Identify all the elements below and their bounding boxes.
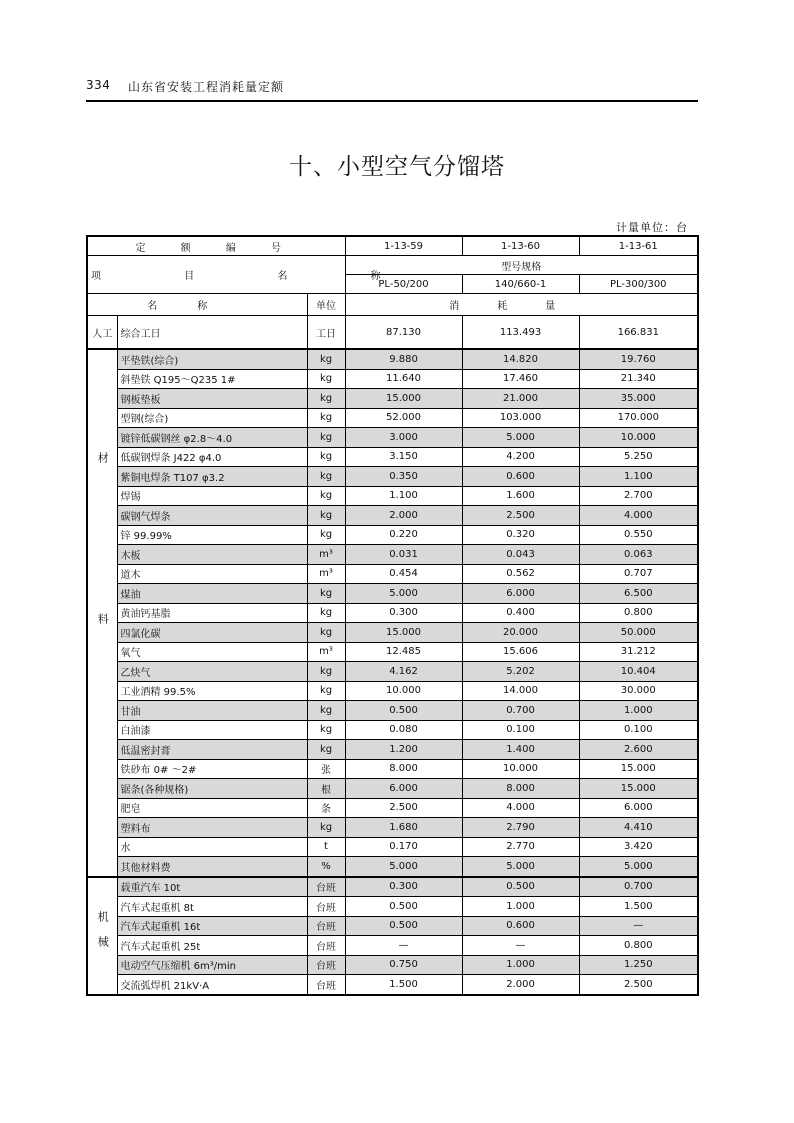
item-value: 0.500 (345, 916, 462, 936)
page-header (86, 72, 698, 102)
code-cell: 1-13-60 (462, 236, 579, 256)
item-unit: kg (307, 447, 345, 467)
item-value: 5.000 (345, 857, 462, 877)
item-value: 17.460 (462, 369, 579, 389)
item-name: 水 (117, 837, 307, 857)
item-value: 0.750 (345, 955, 462, 975)
item-unit: 台班 (307, 975, 345, 995)
item-name: 钢板垫板 (117, 389, 307, 409)
col-consumption-header: 消耗量 (345, 294, 698, 316)
item-value: 1.100 (579, 467, 698, 487)
item-unit: kg (307, 818, 345, 838)
item-value: 2.500 (579, 975, 698, 995)
item-value: 2.000 (345, 506, 462, 526)
item-unit: 台班 (307, 897, 345, 917)
item-name: 道木 (117, 564, 307, 584)
item-unit: % (307, 857, 345, 877)
item-value: 0.170 (345, 837, 462, 857)
item-value: 19.760 (579, 349, 698, 369)
item-value: 21.000 (462, 389, 579, 409)
item-name: 塑料布 (117, 818, 307, 838)
item-unit: m³ (307, 642, 345, 662)
item-name: 四氯化碳 (117, 623, 307, 643)
item-unit: 根 (307, 779, 345, 799)
item-value: 2.600 (579, 740, 698, 760)
item-name: 木板 (117, 545, 307, 565)
item-name: 黄油钙基脂 (117, 603, 307, 623)
item-value: 0.500 (345, 701, 462, 721)
item-value: 2.700 (579, 486, 698, 506)
item-value: 2.770 (462, 837, 579, 857)
labor-value: 87.130 (345, 316, 462, 350)
material-row (87, 486, 698, 506)
material-row (87, 740, 698, 760)
item-value: 0.600 (462, 916, 579, 936)
item-unit: kg (307, 603, 345, 623)
material-row (87, 798, 698, 818)
material-row (87, 857, 698, 877)
item-value: 5.250 (579, 447, 698, 467)
item-name: 汽车式起重机 25t (117, 936, 307, 956)
item-unit: 条 (307, 798, 345, 818)
item-value: 1.000 (462, 897, 579, 917)
item-value: 1.000 (579, 701, 698, 721)
material-row (87, 642, 698, 662)
item-value: 4.410 (579, 818, 698, 838)
item-value: 6.500 (579, 584, 698, 604)
quota-table (86, 235, 699, 996)
item-value: 1.500 (345, 975, 462, 995)
labor-unit: 工日 (307, 316, 345, 350)
item-value: 15.000 (579, 759, 698, 779)
item-unit: kg (307, 584, 345, 604)
item-value: 0.300 (345, 877, 462, 897)
item-value: 35.000 (579, 389, 698, 409)
material-row (87, 759, 698, 779)
code-cell: 1-13-59 (345, 236, 462, 256)
code-row (87, 236, 698, 256)
item-name: 锌 99.99% (117, 525, 307, 545)
item-name: 甘油 (117, 701, 307, 721)
item-value: 21.340 (579, 369, 698, 389)
item-unit: kg (307, 389, 345, 409)
item-value: 0.454 (345, 564, 462, 584)
item-value: 5.000 (579, 857, 698, 877)
item-unit: 台班 (307, 916, 345, 936)
item-value: 14.000 (462, 681, 579, 701)
item-name: 其他材料费 (117, 857, 307, 877)
material-row (87, 506, 698, 526)
item-value: 4.000 (579, 506, 698, 526)
item-value: 6.000 (579, 798, 698, 818)
item-unit: kg (307, 506, 345, 526)
item-value: 14.820 (462, 349, 579, 369)
material-row (87, 525, 698, 545)
item-value: 0.080 (345, 720, 462, 740)
code-label: 定 额 编 号 (87, 236, 345, 256)
item-value: 0.562 (462, 564, 579, 584)
item-value: 4.162 (345, 662, 462, 682)
item-value: 15.000 (345, 623, 462, 643)
item-value: 50.000 (579, 623, 698, 643)
model-label: 型号规格 (345, 256, 698, 275)
item-value: 31.212 (579, 642, 698, 662)
item-value: 1.250 (579, 955, 698, 975)
item-name: 低温密封膏 (117, 740, 307, 760)
item-name: 汽车式起重机 8t (117, 897, 307, 917)
item-name: 氧气 (117, 642, 307, 662)
item-value: 0.220 (345, 525, 462, 545)
item-value: 0.600 (462, 467, 579, 487)
material-row (87, 369, 698, 389)
item-value: 4.000 (462, 798, 579, 818)
item-value: — (579, 916, 698, 936)
material-row (87, 779, 698, 799)
item-value: 2.500 (462, 506, 579, 526)
material-row (87, 701, 698, 721)
machinery-category: 机械 (87, 877, 117, 995)
model-cell: PL-50/200 (345, 275, 462, 294)
item-value: 0.063 (579, 545, 698, 565)
machinery-row (87, 897, 698, 917)
material-row (87, 584, 698, 604)
item-value: 3.150 (345, 447, 462, 467)
labor-row (87, 316, 698, 350)
machinery-row (87, 936, 698, 956)
item-unit: kg (307, 467, 345, 487)
material-row (87, 389, 698, 409)
item-unit: m³ (307, 545, 345, 565)
item-value: 15.000 (345, 389, 462, 409)
item-unit: kg (307, 349, 345, 369)
machinery-row (87, 877, 698, 897)
item-name: 平垫铁(综合) (117, 349, 307, 369)
materials-category: 材料 (87, 349, 117, 877)
item-value: 0.800 (579, 936, 698, 956)
labor-value: 113.493 (462, 316, 579, 350)
item-value: 0.350 (345, 467, 462, 487)
material-row (87, 623, 698, 643)
item-value: 10.404 (579, 662, 698, 682)
item-value: 2.790 (462, 818, 579, 838)
item-value: 5.000 (462, 428, 579, 448)
item-name: 肥皂 (117, 798, 307, 818)
item-unit: kg (307, 369, 345, 389)
item-unit: m³ (307, 564, 345, 584)
item-value: 0.320 (462, 525, 579, 545)
item-name: 锯条(各种规格) (117, 779, 307, 799)
item-value: 1.000 (462, 955, 579, 975)
item-name: 铁砂布 0# ～2# (117, 759, 307, 779)
material-row (87, 447, 698, 467)
item-value: 1.400 (462, 740, 579, 760)
labor-name: 综合工日 (117, 316, 307, 350)
item-value: 0.100 (462, 720, 579, 740)
item-value: 1.600 (462, 486, 579, 506)
item-value: — (462, 936, 579, 956)
item-value: 0.500 (345, 897, 462, 917)
item-unit: 台班 (307, 936, 345, 956)
item-value: 52.000 (345, 408, 462, 428)
item-value: 0.550 (579, 525, 698, 545)
material-row (87, 662, 698, 682)
item-value: 8.000 (345, 759, 462, 779)
item-value: 0.300 (345, 603, 462, 623)
item-name: 斜垫铁 Q195～Q235 1# (117, 369, 307, 389)
item-name: 载重汽车 10t (117, 877, 307, 897)
item-value: 0.031 (345, 545, 462, 565)
unit-note: 计量单位：台 (616, 221, 688, 234)
item-value: 10.000 (579, 428, 698, 448)
item-value: 15.000 (579, 779, 698, 799)
item-unit: kg (307, 408, 345, 428)
item-unit: kg (307, 720, 345, 740)
code-cell: 1-13-61 (579, 236, 698, 256)
item-label: 项 目 名 称 (87, 256, 345, 294)
page-title: 十、小型空气分馏塔 (289, 154, 505, 180)
item-name: 焊锡 (117, 486, 307, 506)
item-value: 20.000 (462, 623, 579, 643)
material-row (87, 681, 698, 701)
material-row (87, 720, 698, 740)
item-name: 电动空气压缩机 6m³/min (117, 955, 307, 975)
material-row (87, 837, 698, 857)
labor-value: 166.831 (579, 316, 698, 350)
item-unit: kg (307, 486, 345, 506)
item-unit: kg (307, 740, 345, 760)
book-title: 山东省安装工程消耗量定额 (128, 80, 285, 94)
item-name: 低碳钢焊条 J422 φ4.0 (117, 447, 307, 467)
model-cell: PL-300/300 (579, 275, 698, 294)
labor-category: 人工 (87, 316, 117, 350)
item-name: 汽车式起重机 16t (117, 916, 307, 936)
item-value: 2.500 (345, 798, 462, 818)
item-value: 0.400 (462, 603, 579, 623)
material-row (87, 408, 698, 428)
item-value: 1.100 (345, 486, 462, 506)
column-header-row (87, 294, 698, 316)
item-value: 5.000 (345, 584, 462, 604)
item-value: 10.000 (345, 681, 462, 701)
item-unit: kg (307, 662, 345, 682)
model-cell: 140/660-1 (462, 275, 579, 294)
item-name: 白油漆 (117, 720, 307, 740)
item-name: 镀锌低碳钢丝 φ2.8～4.0 (117, 428, 307, 448)
item-value: 0.500 (462, 877, 579, 897)
item-value: 0.100 (579, 720, 698, 740)
item-value: 170.000 (579, 408, 698, 428)
item-value: 0.707 (579, 564, 698, 584)
material-row (87, 818, 698, 838)
item-name: 工业酒精 99.5% (117, 681, 307, 701)
item-value: 3.000 (345, 428, 462, 448)
item-value: 1.500 (579, 897, 698, 917)
item-value: 5.202 (462, 662, 579, 682)
item-name: 交流弧焊机 21kV·A (117, 975, 307, 995)
material-row (87, 349, 698, 369)
item-value: 15.606 (462, 642, 579, 662)
material-row (87, 467, 698, 487)
item-value: 0.700 (462, 701, 579, 721)
item-unit: 台班 (307, 955, 345, 975)
material-row (87, 603, 698, 623)
item-unit: 台班 (307, 877, 345, 897)
item-name: 煤油 (117, 584, 307, 604)
material-row (87, 545, 698, 565)
item-unit: kg (307, 681, 345, 701)
item-value: 6.000 (345, 779, 462, 799)
item-value: 6.000 (462, 584, 579, 604)
item-value: 5.000 (462, 857, 579, 877)
item-value: 12.485 (345, 642, 462, 662)
item-name: 紫铜电焊条 T107 φ3.2 (117, 467, 307, 487)
page-number: 334 (86, 78, 111, 92)
machinery-row (87, 916, 698, 936)
item-value: 103.000 (462, 408, 579, 428)
item-value: 0.700 (579, 877, 698, 897)
item-value: — (345, 936, 462, 956)
item-unit: t (307, 837, 345, 857)
col-name-header: 名称 (87, 294, 307, 316)
item-value: 8.000 (462, 779, 579, 799)
item-unit: kg (307, 623, 345, 643)
item-value: 30.000 (579, 681, 698, 701)
item-value: 9.880 (345, 349, 462, 369)
item-unit: kg (307, 701, 345, 721)
item-name: 碳钢气焊条 (117, 506, 307, 526)
item-value: 11.640 (345, 369, 462, 389)
material-row (87, 428, 698, 448)
item-unit: 张 (307, 759, 345, 779)
model-label-row (87, 256, 698, 275)
item-value: 10.000 (462, 759, 579, 779)
item-value: 1.200 (345, 740, 462, 760)
item-name: 乙炔气 (117, 662, 307, 682)
item-unit: kg (307, 525, 345, 545)
col-unit-header: 单位 (307, 294, 345, 316)
machinery-row (87, 955, 698, 975)
item-name: 型钢(综合) (117, 408, 307, 428)
item-value: 3.420 (579, 837, 698, 857)
item-value: 2.000 (462, 975, 579, 995)
item-value: 0.043 (462, 545, 579, 565)
item-value: 1.680 (345, 818, 462, 838)
machinery-row (87, 975, 698, 995)
item-unit: kg (307, 428, 345, 448)
item-value: 0.800 (579, 603, 698, 623)
material-row (87, 564, 698, 584)
item-value: 4.200 (462, 447, 579, 467)
